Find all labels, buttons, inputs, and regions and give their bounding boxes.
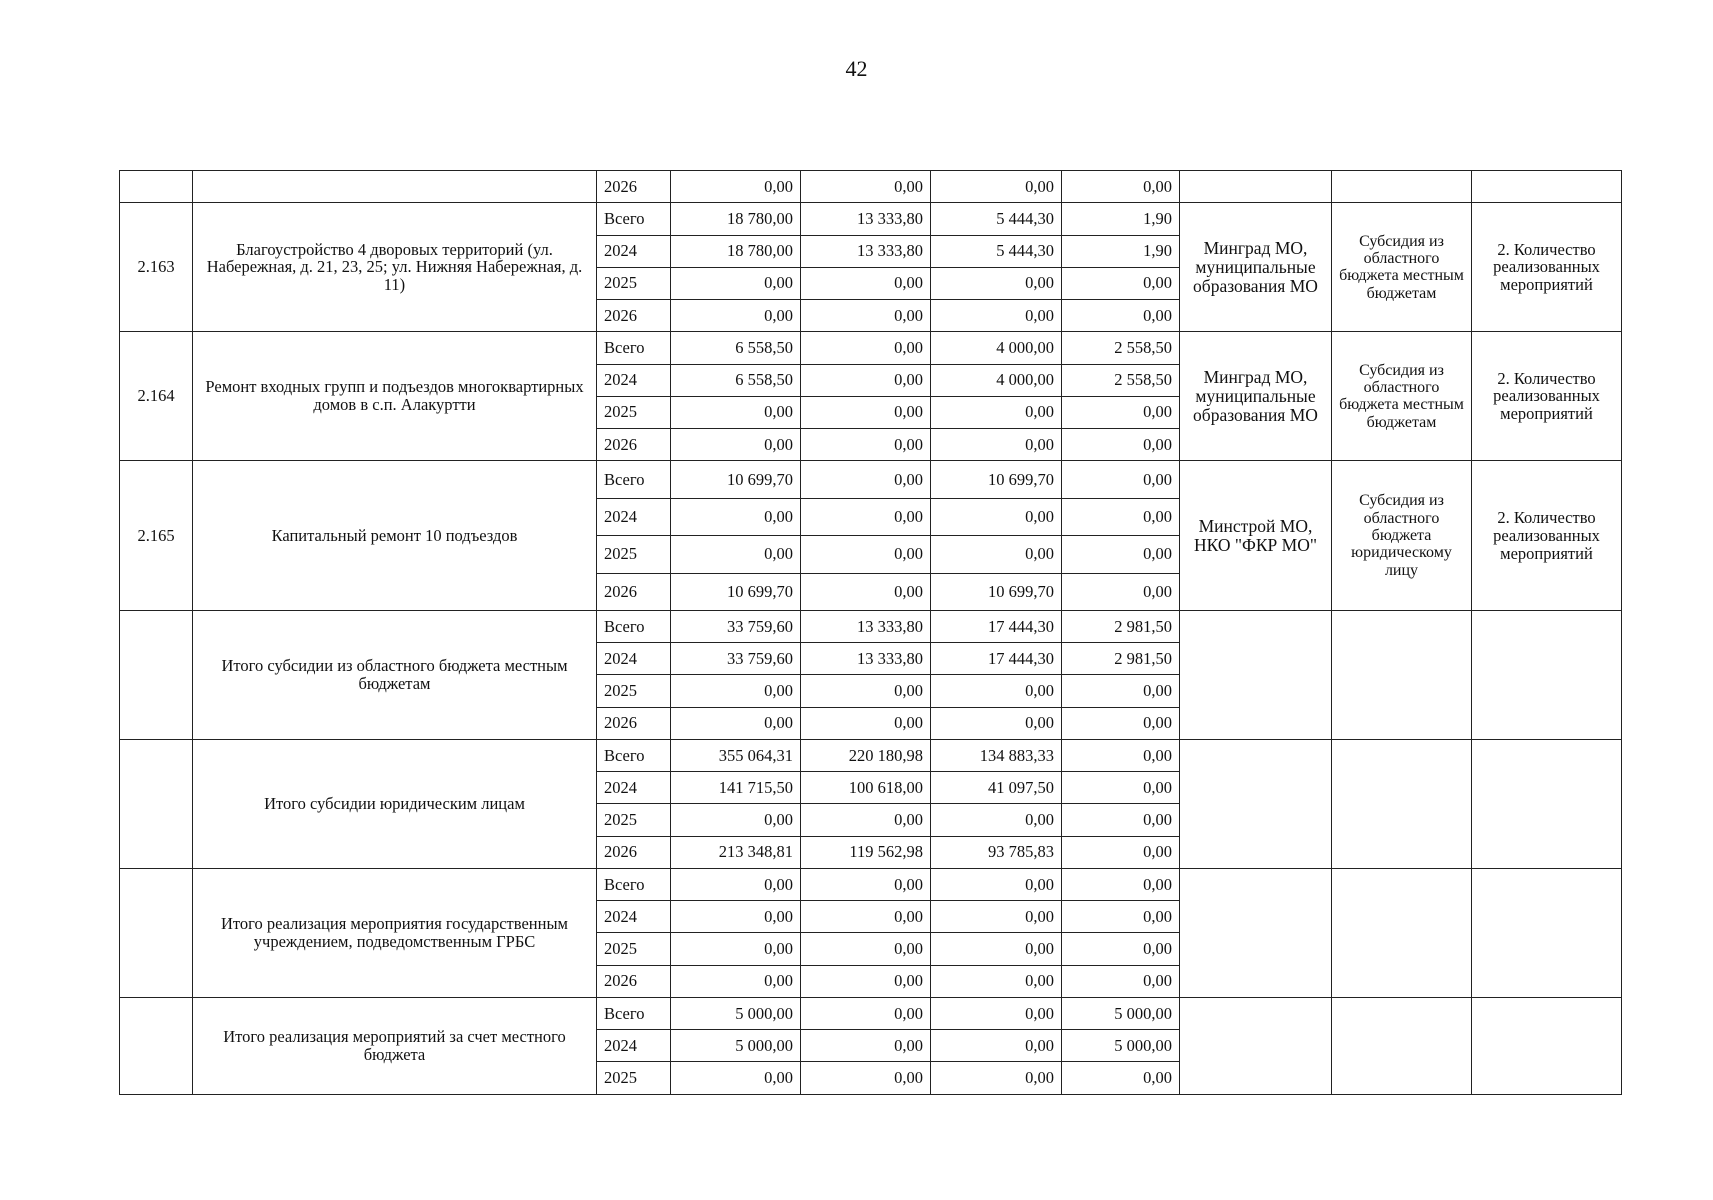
activity-name: Итого реализация мероприятия государственным учреждением, подведомственным ГРБС [193, 868, 597, 997]
local-cell: 0,00 [1062, 171, 1180, 203]
year-label: 2025 [597, 675, 671, 707]
total-cell: 6 558,50 [671, 364, 801, 396]
executor-cell [1180, 171, 1332, 203]
total-cell: 0,00 [671, 675, 801, 707]
year-label: Всего [597, 868, 671, 900]
local-cell: 0,00 [1062, 739, 1180, 771]
local-cell: 0,00 [1062, 461, 1180, 498]
indicator-cell [1472, 868, 1622, 997]
local-cell: 0,00 [1062, 429, 1180, 461]
total-cell: 0,00 [671, 933, 801, 965]
year-label: 2025 [597, 267, 671, 299]
total-cell: 0,00 [671, 300, 801, 332]
year-label: 2024 [597, 235, 671, 267]
local-cell: 0,00 [1062, 965, 1180, 997]
funding-source-cell: Субсидия из областного бюджета юридическому лицу [1332, 461, 1472, 611]
table-row [120, 461, 1622, 498]
row-number [120, 610, 193, 739]
local-cell: 0,00 [1062, 300, 1180, 332]
federal-cell: 0,00 [801, 1030, 931, 1062]
total-cell: 0,00 [671, 965, 801, 997]
regional-cell: 4 000,00 [931, 364, 1062, 396]
total-cell: 10 699,70 [671, 573, 801, 610]
total-cell: 0,00 [671, 536, 801, 573]
total-cell: 0,00 [671, 804, 801, 836]
indicator-cell [1472, 997, 1622, 1094]
year-label: Всего [597, 739, 671, 771]
federal-cell: 0,00 [801, 536, 931, 573]
row-number: 2.163 [120, 203, 193, 332]
executor-cell [1180, 610, 1332, 739]
row-number [120, 997, 193, 1094]
indicator-cell [1472, 610, 1622, 739]
local-cell: 0,00 [1062, 804, 1180, 836]
year-label: Всего [597, 610, 671, 642]
regional-cell: 0,00 [931, 1030, 1062, 1062]
year-label: 2026 [597, 836, 671, 868]
funding-source-cell [1332, 171, 1472, 203]
executor-cell: Минград МО, муниципальные образования МО [1180, 332, 1332, 461]
executor-cell: Минстрой МО, НКО "ФКР МО" [1180, 461, 1332, 611]
local-cell: 0,00 [1062, 573, 1180, 610]
federal-cell: 0,00 [801, 498, 931, 535]
year-label: 2024 [597, 643, 671, 675]
regional-cell: 0,00 [931, 267, 1062, 299]
local-cell: 0,00 [1062, 396, 1180, 428]
table-row [120, 739, 1622, 771]
year-label: 2025 [597, 804, 671, 836]
local-cell: 0,00 [1062, 1062, 1180, 1095]
federal-cell: 0,00 [801, 332, 931, 364]
indicator-cell: 2. Количество реализованных мероприятий [1472, 332, 1622, 461]
regional-cell: 0,00 [931, 1062, 1062, 1095]
total-cell: 5 000,00 [671, 1030, 801, 1062]
year-label: 2024 [597, 772, 671, 804]
regional-cell: 41 097,50 [931, 772, 1062, 804]
row-number [120, 171, 193, 203]
year-label: 2024 [597, 1030, 671, 1062]
regional-cell: 0,00 [931, 675, 1062, 707]
federal-cell: 13 333,80 [801, 203, 931, 235]
total-cell: 0,00 [671, 396, 801, 428]
regional-cell: 0,00 [931, 396, 1062, 428]
regional-cell: 0,00 [931, 868, 1062, 900]
local-cell: 1,90 [1062, 203, 1180, 235]
federal-cell: 13 333,80 [801, 643, 931, 675]
activity-name [193, 171, 597, 203]
row-number: 2.165 [120, 461, 193, 611]
year-label: 2026 [597, 429, 671, 461]
year-label: Всего [597, 997, 671, 1029]
total-cell: 213 348,81 [671, 836, 801, 868]
total-cell: 0,00 [671, 868, 801, 900]
funding-source-cell: Субсидия из областного бюджета местным бюджетам [1332, 203, 1472, 332]
regional-cell: 4 000,00 [931, 332, 1062, 364]
federal-cell: 0,00 [801, 868, 931, 900]
total-cell: 10 699,70 [671, 461, 801, 498]
total-cell: 33 759,60 [671, 643, 801, 675]
year-label: 2024 [597, 364, 671, 396]
regional-cell: 0,00 [931, 300, 1062, 332]
activity-name: Итого субсидии юридическим лицам [193, 739, 597, 868]
regional-cell: 0,00 [931, 997, 1062, 1029]
year-label: 2025 [597, 1062, 671, 1095]
row-number [120, 739, 193, 868]
federal-cell: 0,00 [801, 429, 931, 461]
table-row [120, 203, 1622, 235]
regional-cell: 10 699,70 [931, 461, 1062, 498]
regional-cell: 0,00 [931, 498, 1062, 535]
federal-cell: 0,00 [801, 461, 931, 498]
local-cell: 0,00 [1062, 901, 1180, 933]
budget-table [119, 170, 1622, 1095]
indicator-cell: 2. Количество реализованных мероприятий [1472, 203, 1622, 332]
federal-cell: 0,00 [801, 675, 931, 707]
funding-source-cell [1332, 997, 1472, 1094]
regional-cell: 17 444,30 [931, 610, 1062, 642]
funding-source-cell [1332, 739, 1472, 868]
federal-cell: 119 562,98 [801, 836, 931, 868]
federal-cell: 0,00 [801, 707, 931, 739]
activity-name: Итого субсидии из областного бюджета местным бюджетам [193, 610, 597, 739]
federal-cell: 0,00 [801, 997, 931, 1029]
year-label: Всего [597, 332, 671, 364]
table-body [120, 171, 1622, 1095]
local-cell: 0,00 [1062, 267, 1180, 299]
total-cell: 0,00 [671, 498, 801, 535]
regional-cell: 0,00 [931, 901, 1062, 933]
year-label: 2024 [597, 498, 671, 535]
year-label: 2024 [597, 901, 671, 933]
federal-cell: 13 333,80 [801, 610, 931, 642]
activity-name: Благоустройство 4 дворовых территорий (ул. Набережная, д. 21, 23, 25; ул. Нижняя Набережная, д. 11) [193, 203, 597, 332]
total-cell: 0,00 [671, 429, 801, 461]
activity-name: Капитальный ремонт 10 подъездов [193, 461, 597, 611]
regional-cell: 93 785,83 [931, 836, 1062, 868]
page-number: 42 [845, 56, 868, 81]
year-label: 2026 [597, 573, 671, 610]
executor-cell [1180, 868, 1332, 997]
regional-cell: 0,00 [931, 933, 1062, 965]
total-cell: 0,00 [671, 171, 801, 203]
federal-cell: 0,00 [801, 965, 931, 997]
regional-cell: 0,00 [931, 536, 1062, 573]
regional-cell: 0,00 [931, 804, 1062, 836]
executor-cell [1180, 997, 1332, 1094]
regional-cell: 0,00 [931, 707, 1062, 739]
local-cell: 0,00 [1062, 933, 1180, 965]
federal-cell: 0,00 [801, 300, 931, 332]
year-label: 2026 [597, 965, 671, 997]
regional-cell: 134 883,33 [931, 739, 1062, 771]
year-label: 2025 [597, 536, 671, 573]
regional-cell: 5 444,30 [931, 203, 1062, 235]
total-cell: 0,00 [671, 1062, 801, 1095]
indicator-cell [1472, 739, 1622, 868]
total-cell: 33 759,60 [671, 610, 801, 642]
indicator-cell: 2. Количество реализованных мероприятий [1472, 461, 1622, 611]
local-cell: 0,00 [1062, 675, 1180, 707]
table-row [120, 997, 1622, 1029]
federal-cell: 0,00 [801, 364, 931, 396]
activity-name: Ремонт входных групп и подъездов многоквартирных домов в с.п. Алакуртти [193, 332, 597, 461]
total-cell: 141 715,50 [671, 772, 801, 804]
federal-cell: 0,00 [801, 171, 931, 203]
total-cell: 18 780,00 [671, 203, 801, 235]
row-number [120, 868, 193, 997]
local-cell: 0,00 [1062, 498, 1180, 535]
indicator-cell [1472, 171, 1622, 203]
activity-name: Итого реализация мероприятий за счет местного бюджета [193, 997, 597, 1094]
table-row [120, 332, 1622, 364]
federal-cell: 0,00 [801, 396, 931, 428]
regional-cell: 0,00 [931, 429, 1062, 461]
table-row [120, 610, 1622, 642]
local-cell: 0,00 [1062, 707, 1180, 739]
row-number: 2.164 [120, 332, 193, 461]
executor-cell [1180, 739, 1332, 868]
local-cell: 2 558,50 [1062, 364, 1180, 396]
federal-cell: 0,00 [801, 267, 931, 299]
total-cell: 18 780,00 [671, 235, 801, 267]
year-label: 2026 [597, 171, 671, 203]
regional-cell: 17 444,30 [931, 643, 1062, 675]
year-label: 2025 [597, 396, 671, 428]
federal-cell: 0,00 [801, 933, 931, 965]
local-cell: 1,90 [1062, 235, 1180, 267]
local-cell: 2 558,50 [1062, 332, 1180, 364]
table-row [120, 171, 1622, 203]
funding-source-cell: Субсидия из областного бюджета местным бюджетам [1332, 332, 1472, 461]
local-cell: 0,00 [1062, 772, 1180, 804]
federal-cell: 13 333,80 [801, 235, 931, 267]
year-label: Всего [597, 203, 671, 235]
executor-cell: Минград МО, муниципальные образования МО [1180, 203, 1332, 332]
regional-cell: 0,00 [931, 965, 1062, 997]
total-cell: 5 000,00 [671, 997, 801, 1029]
local-cell: 0,00 [1062, 868, 1180, 900]
year-label: 2026 [597, 300, 671, 332]
year-label: 2026 [597, 707, 671, 739]
local-cell: 2 981,50 [1062, 643, 1180, 675]
local-cell: 0,00 [1062, 836, 1180, 868]
total-cell: 0,00 [671, 267, 801, 299]
federal-cell: 0,00 [801, 901, 931, 933]
federal-cell: 220 180,98 [801, 739, 931, 771]
regional-cell: 0,00 [931, 171, 1062, 203]
local-cell: 2 981,50 [1062, 610, 1180, 642]
regional-cell: 10 699,70 [931, 573, 1062, 610]
funding-source-cell [1332, 868, 1472, 997]
federal-cell: 100 618,00 [801, 772, 931, 804]
federal-cell: 0,00 [801, 804, 931, 836]
year-label: 2025 [597, 933, 671, 965]
local-cell: 5 000,00 [1062, 997, 1180, 1029]
total-cell: 6 558,50 [671, 332, 801, 364]
federal-cell: 0,00 [801, 573, 931, 610]
total-cell: 0,00 [671, 707, 801, 739]
table-row [120, 868, 1622, 900]
local-cell: 5 000,00 [1062, 1030, 1180, 1062]
local-cell: 0,00 [1062, 536, 1180, 573]
total-cell: 0,00 [671, 901, 801, 933]
regional-cell: 5 444,30 [931, 235, 1062, 267]
total-cell: 355 064,31 [671, 739, 801, 771]
year-label: Всего [597, 461, 671, 498]
federal-cell: 0,00 [801, 1062, 931, 1095]
funding-source-cell [1332, 610, 1472, 739]
